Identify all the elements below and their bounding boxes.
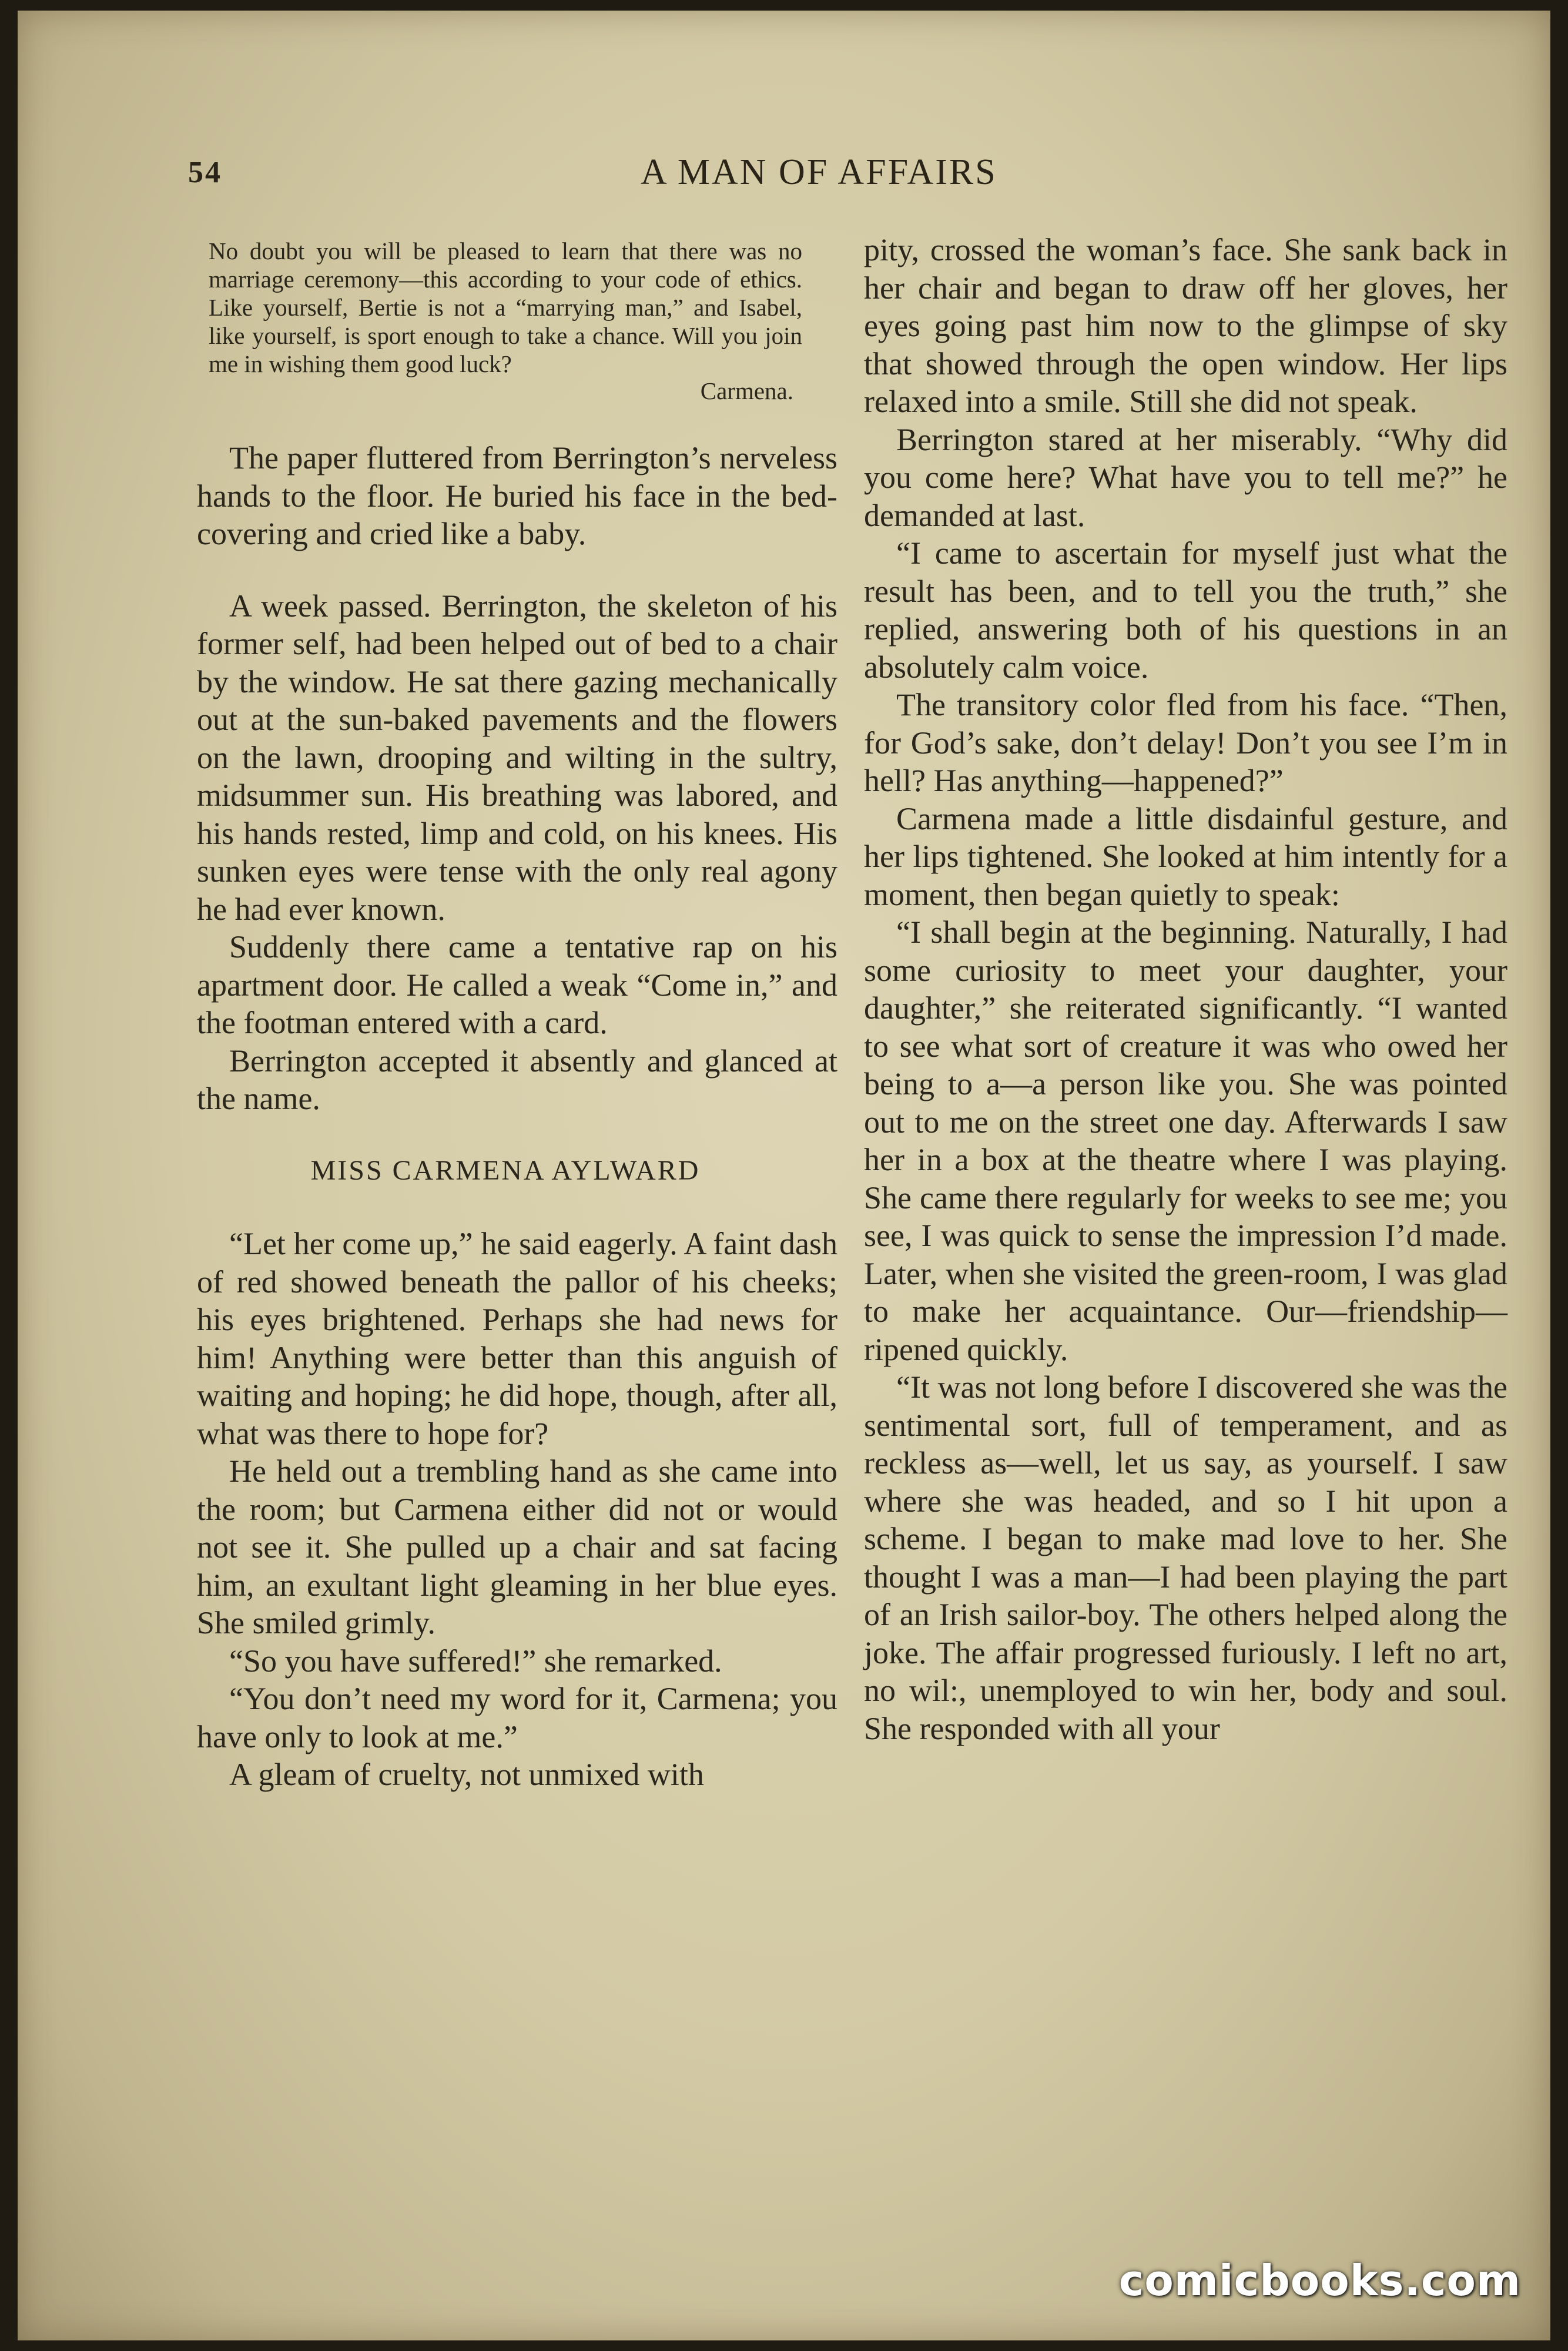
paragraph: The paper fluttered from Berrington’s nerveless hands to the floor. He buried his face in the bed-covering and cried like a baby. <box>197 440 837 551</box>
paragraph: “I came to ascertain for myself just what the result has been, and to tell you the truth,” she replied, answering both of his questions in an absolutely calm voice. <box>864 535 1507 685</box>
paragraph: Suddenly there came a tentative rap on his apartment door. He called a weak “Come in,” and the footman entered with a card. <box>197 929 837 1040</box>
site-watermark: comicbooks.com <box>1118 2256 1521 2305</box>
paragraph: Berrington accepted it absently and glanced at the name. <box>197 1043 837 1116</box>
paragraph: A gleam of cruelty, not unmixed with <box>229 1757 704 1792</box>
letter-signature: Carmena. <box>700 377 793 404</box>
page-header <box>18 152 1550 199</box>
running-title: A MAN OF AFFAIRS <box>641 152 997 192</box>
paragraph: pity, crossed the woman’s face. She sank back in her chair and began to draw off her gloves, her eyes going past him now to the glimpse of sky that showed through the open window. Her lips relaxed into a smile. Still she did not speak. <box>864 232 1507 419</box>
paragraph: A week passed. Berrington, the skeleton of his former self, had been helped out of bed to a chair by the window. He sat there gazing mechanically out at the sun-baked pavements and the flowers on the lawn, drooping and wilting in the sultry, midsummer sun. His breathing was labored, and his hands rested, limp and cold, on his knees. His sunken eyes were tense with the only real agony he had ever known. <box>197 588 837 927</box>
paragraph: The transitory color fled from his face. “Then, for God’s sake, don’t delay! Don’t you see I’m in hell? Has anything—happened?” <box>864 687 1507 798</box>
paragraph: “You don’t need my word for it, Carmena; you have only to look at me.” <box>197 1681 837 1754</box>
page-number: 54 <box>188 156 222 189</box>
right-column <box>864 231 1507 1747</box>
left-column <box>197 231 837 1794</box>
paragraph: Carmena made a little disdainful gesture, and her lips tightened. She looked at him intently for a moment, then began quietly to speak: <box>864 801 1507 912</box>
paragraph: “It was not long before I discovered she was the sentimental sort, full of temperament, and as reckless as—well, let us say, as yourself. I saw where she was headed, and so I hit upon a scheme. I began to make mad love to her. She thought I was a man—I had been playing the part of an Irish sailor-boy. The others helped along the joke. The affair progressed furiously. I left no art, no wil:, unemployed to win her, body and soul. She responded with all your <box>864 1369 1507 1746</box>
paragraph: He held out a trembling hand as she came into the room; but Carmena either did not or would not see it. She pulled up a chair and sat facing him, an exultant light gleaming in her blue eyes. She smiled grimly. <box>197 1454 837 1640</box>
paragraph: Berrington stared at her miserably. “Why did you come here? What have you to tell me?” he demanded at last. <box>864 421 1507 533</box>
calling-card-name: MISS CARMENA AYLWARD <box>310 1154 701 1186</box>
paragraph: “Let her come up,” he said eagerly. A faint dash of red showed beneath the pallor of his cheeks; his eyes brightened. Perhaps she had news for him! Anything were better than this anguish of waiting and hoping; he did hope, though, after all, what was there to hope for? <box>197 1226 837 1451</box>
paragraph: “So you have suffered!” she remarked. <box>229 1643 722 1679</box>
paragraph: “I shall begin at the beginning. Naturally, I had some curiosity to meet your daughter, your daughter,” she reiterated significantly. “I wanted to see what sort of creature it was who owed her being to a—a person like you. She was pointed out to me on the street one day. Afterwards I saw her in a box at the theatre where I was playing. She came there regularly for weeks to see me; you see, I was quick to sense the impression I’d made. Later, when she visited the green-room, I was glad to make her acquaintance. Our—friendship—ripened quickly. <box>864 915 1507 1367</box>
book-page <box>18 11 1550 2340</box>
letter-text: No doubt you will be pleased to learn that there was no marriage ceremony—this according to your code of ethics. Like yourself, Bertie is not a “marrying man,” and Isabel, like yourself, is sport enough to take a chance. Will you join me in wishing them good luck? <box>209 237 802 377</box>
